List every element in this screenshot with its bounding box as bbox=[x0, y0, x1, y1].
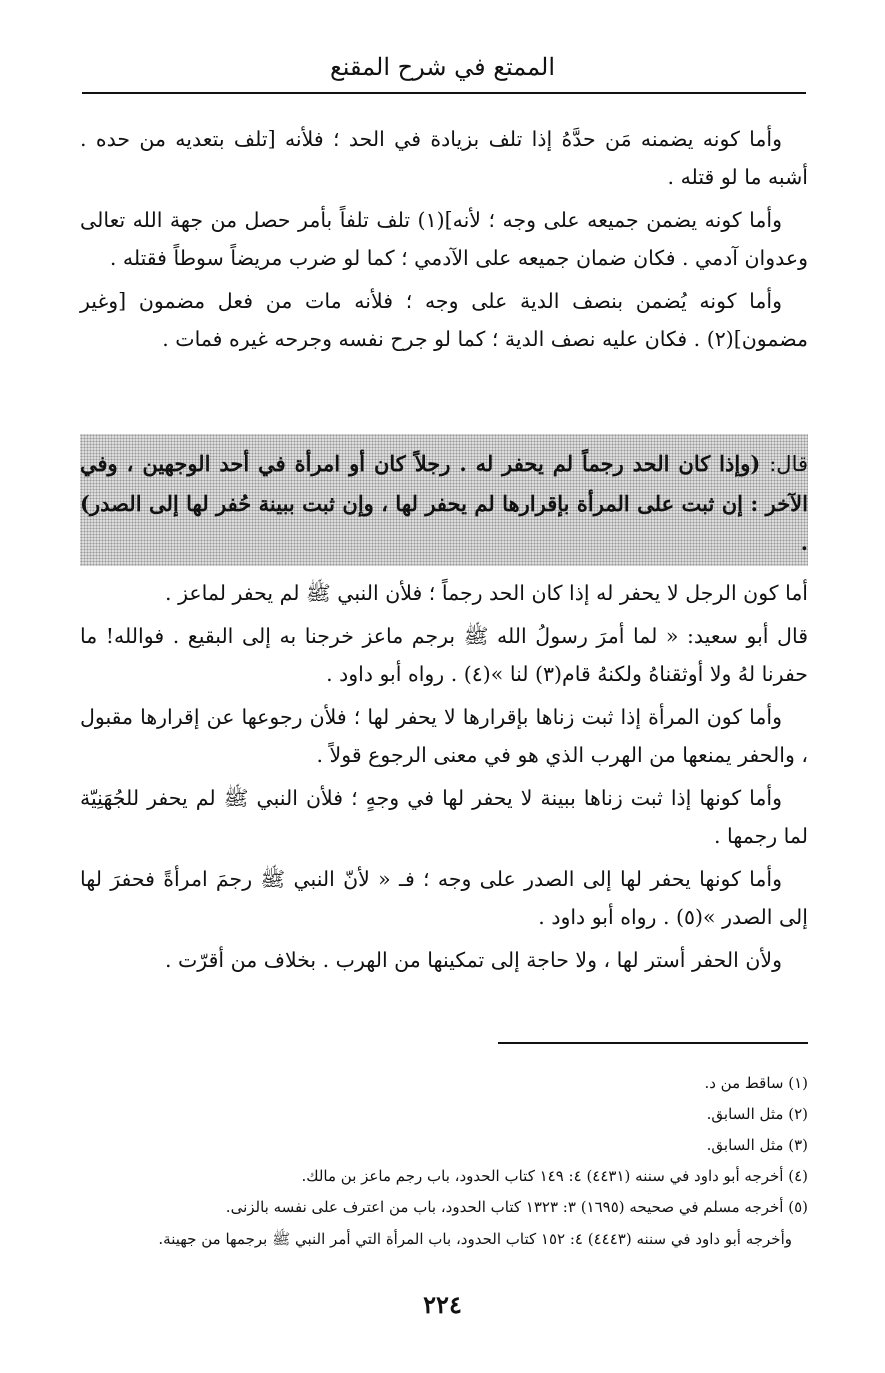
footnote: (٢) مثل السابق. bbox=[706, 1105, 808, 1123]
header-divider bbox=[82, 92, 806, 94]
footnote-divider bbox=[498, 1042, 808, 1044]
paragraph: وأما كونه يضمنه مَن حدَّهُ إذا تلف بزيادة في الحد ؛ فلأنه [تلف بتعديه من حده . أشبه ما لو قتله . bbox=[80, 127, 808, 189]
footnotes bbox=[80, 1068, 808, 1251]
running-header-title: الممتع في شرح المقنع bbox=[330, 53, 555, 81]
matn-quote bbox=[80, 444, 808, 562]
matn-label: قال: bbox=[769, 452, 809, 476]
paragraph: وأما كونه يُضمن بنصف الدية على وجه ؛ فلأنه مات من فعل مضمون [وغير مضمون](٢) . فكان عليه نصف الدية ؛ كما لو جرح نفسه وجرحه غيره فمات . bbox=[80, 289, 808, 351]
paragraph: ولأن الحفر أستر لها ، ولا حاجة إلى تمكينها من الهرب . بخلاف من أقرّت . bbox=[164, 948, 782, 972]
matn-text: (وإذا كان الحد رجماً لم يحفر له . رجلاً كان أو امرأة في أحد الوجهين ، وفي الآخر : إن ثبت على المرأة بإقرارها لم يحفر لها ، وإن ثبت ببينة حُفر لها إلى الصدر) . bbox=[80, 451, 808, 555]
paragraph: وأما كونها يحفر لها إلى الصدر على وجه ؛ فـ « لأنّ النبي ﷺ رجمَ امرأةً فحفرَ لها إلى الصدر »(٥) . رواه أبو داود . bbox=[80, 867, 808, 929]
paragraph: وأما كونها إذا ثبت زناها ببينة لا يحفر لها في وجهٍ ؛ فلأن النبي ﷺ لم يحفر للجُهَنِيّة لما رجمها . bbox=[80, 786, 808, 848]
footnote: (١) ساقط من د. bbox=[704, 1074, 808, 1092]
paragraph: وأما كونه يضمن جميعه على وجه ؛ لأنه](١) تلف تلفاً بأمر حصل من جهة الله تعالى وعدوان آدمي . فكان ضمان جميعه على الآدمي ؛ كما لو ضرب مريضاً سوطاً فقتله . bbox=[80, 208, 808, 270]
commentary-block-bottom bbox=[80, 574, 808, 984]
paragraph: وأما كون المرأة إذا ثبت زناها بإقرارها لا يحفر لها ؛ فلأن رجوعها عن إقرارها مقبول ، والحفر يمنعها من الهرب الذي هو في معنى الرجوع قولاً . bbox=[80, 705, 808, 767]
paragraph: أما كون الرجل لا يحفر له إذا كان الحد رجماً ؛ فلأن النبي ﷺ لم يحفر لماعز . bbox=[165, 581, 808, 605]
paragraph: قال أبو سعيد: « لما أمرَ رسولُ الله ﷺ برجم ماعز خرجنا به إلى البقيع . فوالله! ما حفرنا لهُ ولا أوثقناهُ ولكنهُ قام(٣) لنا »(٤) . رواه أبو داود . bbox=[80, 624, 808, 686]
footnote: (٣) مثل السابق. bbox=[706, 1136, 808, 1154]
footnote: (٥) أخرجه مسلم في صحيحه (١٦٩٥) ٣: ١٣٢٣ كتاب الحدود، باب من اعترف على نفسه بالزنى. bbox=[225, 1198, 808, 1216]
commentary-block-top bbox=[80, 120, 808, 363]
page-number: ٢٢٤ bbox=[423, 1290, 462, 1319]
footnote: (٤) أخرجه أبو داود في سننه (٤٤٣١) ٤: ١٤٩ كتاب الحدود، باب رجم ماعز بن مالك. bbox=[301, 1167, 808, 1185]
footnote-continuation: وأخرجه أبو داود في سننه (٤٤٤٣) ٤: ١٥٢ كتاب الحدود، باب المرأة التي أمر النبي ﷺ برجمها من جهينة. bbox=[158, 1230, 792, 1248]
